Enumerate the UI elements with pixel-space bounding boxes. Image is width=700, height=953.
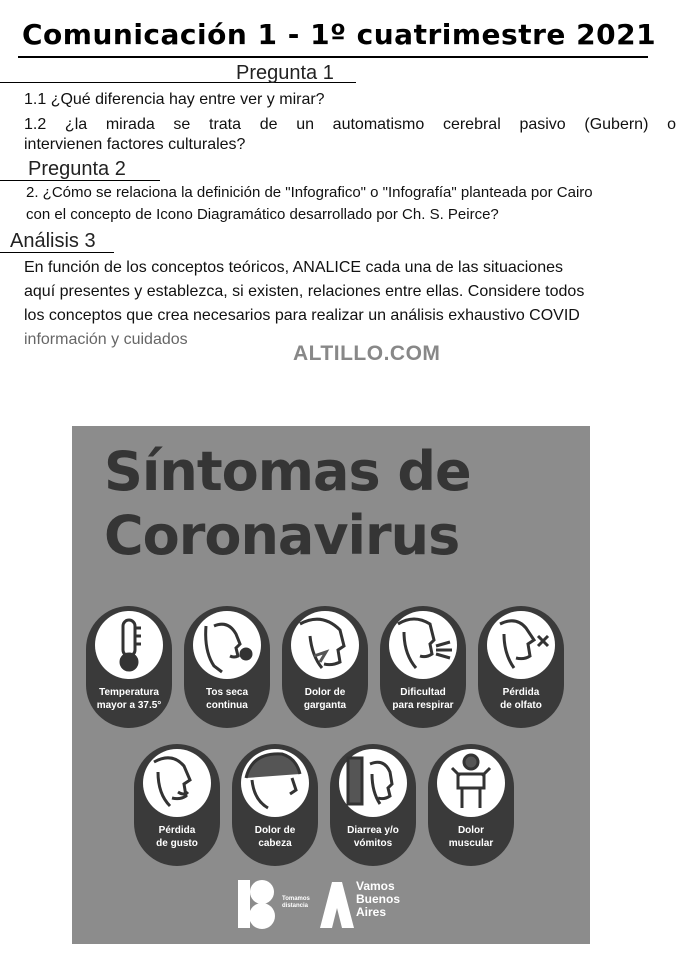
question-2-line1: 2. ¿Cómo se relaciona la definición de "Infografico" o "Infografía" planteada por Cairo <box>26 184 593 201</box>
logo-name-line3: Aires <box>356 905 387 919</box>
logo-tagline-line2: distancia <box>282 903 309 909</box>
analisis3-heading: Análisis 3 <box>10 230 96 252</box>
analisis3-line1: En función de los conceptos teóricos, ANALICE cada una de las situaciones <box>24 259 563 276</box>
infographic-title-line1: Síntomas de <box>104 440 471 503</box>
symptom-headache <box>232 744 318 866</box>
symptom-cough <box>184 606 270 728</box>
symptom-fever <box>86 606 172 728</box>
symptom-taste-loss <box>134 744 220 866</box>
question-2-line2: con el concepto de Icono Diagramático desarrollado por Ch. S. Peirce? <box>26 206 499 223</box>
logo-tagline-line1: Tomamos <box>282 896 310 902</box>
symptom-label: Dificultad para respirar <box>392 687 454 711</box>
symptom-label: Dolor de cabeza <box>254 825 296 849</box>
symptom-sore-throat <box>282 606 368 728</box>
symptom-label: Diarrea y/o vómitos <box>347 825 399 849</box>
pregunta2-heading: Pregunta 2 <box>28 158 126 180</box>
question-1-1: 1.1 ¿Qué diferencia hay entre ver y mirar? <box>24 91 325 108</box>
logo-name-line1: Vamos <box>356 879 395 893</box>
covid-infographic <box>72 426 590 944</box>
pregunta1-heading: Pregunta 1 <box>236 62 334 84</box>
symptom-label: Dolor de garganta <box>303 687 347 711</box>
watermark: ALTILLO.COM <box>293 342 441 365</box>
symptom-label: Temperatura mayor a 37.5° <box>96 687 162 711</box>
symptom-label: Tos seca continua <box>205 687 249 711</box>
analisis3-line3: los conceptos que crea necesarios para realizar un análisis exhaustivo COVID <box>24 307 580 324</box>
symptom-label: Pérdida de gusto <box>156 825 198 849</box>
symptom-smell-loss <box>478 606 564 728</box>
symptom-diarrhea <box>330 744 416 866</box>
question-1-2-line2: intervienen factores culturales? <box>24 136 246 153</box>
symptom-breathing <box>380 606 466 728</box>
buenos-aires-logo <box>238 878 438 932</box>
infographic-title <box>104 440 564 568</box>
infographic-title-line2: Coronavirus <box>104 504 460 567</box>
symptom-label: Dolor muscular <box>448 825 494 849</box>
logo-name-line2: Buenos <box>356 892 401 906</box>
a-logo-icon <box>320 882 354 928</box>
analisis3-line2: aquí presentes y establezca, si existen, relaciones entre ellas. Considere todos <box>24 283 585 300</box>
title-underline <box>18 56 648 58</box>
document-title: Comunicación 1 - 1º cuatrimestre 2021 <box>22 18 657 51</box>
symptom-muscle-pain <box>428 744 514 866</box>
symptom-label: Pérdida de olfato <box>500 687 542 711</box>
question-1-2-line1: 1.2 ¿la mirada se trata de un automatismo cerebral pasivo (Gubern) o <box>24 116 676 133</box>
b-logo-icon <box>238 880 275 929</box>
analisis3-line4: información y cuidados <box>24 331 188 348</box>
